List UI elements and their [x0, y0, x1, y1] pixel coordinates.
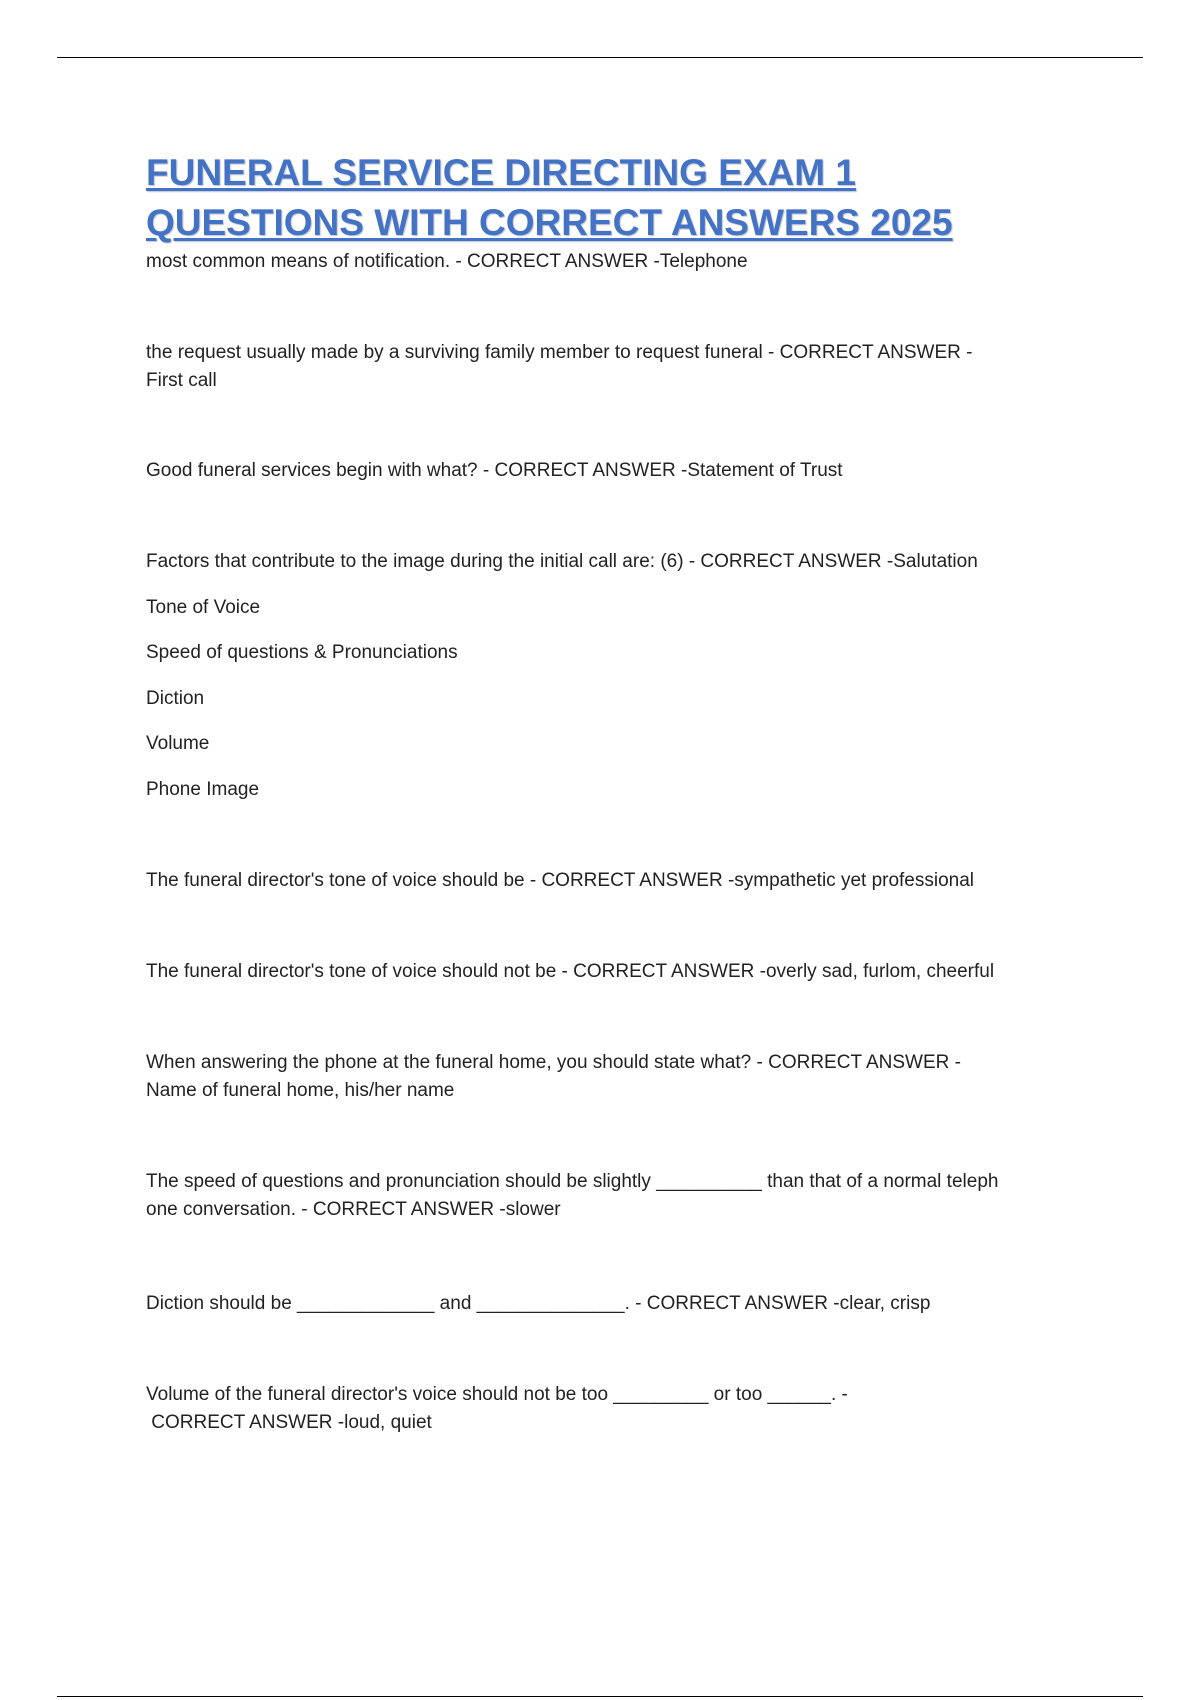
factor-item-tone: Tone of Voice: [146, 597, 261, 618]
qa-text: The funeral director's tone of voice should be - CORRECT ANSWER -sympathetic yet professional: [146, 870, 975, 891]
title-line-1: FUNERAL SERVICE DIRECTING EXAM 1: [146, 152, 856, 193]
qa-text: Factors that contribute to the image during the initial call are: (6) - CORRECT ANSWER -Salutation: [146, 551, 978, 572]
qa-text: When answering the phone at the funeral home, you should state what? - CORRECT ANSWER - Name of funeral home, his/her name: [146, 1052, 961, 1101]
factor-item-diction: Diction: [146, 688, 205, 709]
qa-entry-4: [146, 548, 1106, 576]
document-header: [146, 148, 1106, 248]
qa-entry-3: [146, 457, 1106, 485]
qa-entry-5: [146, 867, 1106, 895]
qa-text: The speed of questions and pronunciation should be slightly __________ than that of a normal teleph one conversation. - CORRECT ANSWER -slower: [146, 1171, 999, 1220]
factor-item-speed: Speed of questions & Pronunciations: [146, 642, 458, 663]
title-line-2: QUESTIONS WITH CORRECT ANSWERS 2025: [146, 202, 953, 243]
qa-text: Diction should be _____________ and ______________. - CORRECT ANSWER -clear, crisp: [146, 1293, 931, 1314]
document-title: [146, 148, 1106, 248]
qa-entry-7: [146, 1049, 1106, 1105]
qa-entry-2: [146, 339, 1106, 395]
bottom-rule: [57, 1696, 1143, 1697]
factor-item-phone-image: Phone Image: [146, 779, 260, 800]
qa-text: The funeral director's tone of voice should not be - CORRECT ANSWER -overly sad, furlom, cheerful: [146, 961, 995, 982]
qa-entry-1: [146, 248, 1106, 276]
qa-entry-8: [146, 1168, 1106, 1224]
qa-entry-9: [146, 1290, 1106, 1318]
top-rule: [57, 57, 1143, 58]
qa-text: the request usually made by a surviving family member to request funeral - CORRECT ANSWER - First call: [146, 342, 973, 391]
qa-entry-10: [146, 1381, 1106, 1437]
qa-text: Good funeral services begin with what? - CORRECT ANSWER -Statement of Trust: [146, 460, 843, 481]
qa-entry-6: [146, 958, 1106, 986]
qa-text: most common means of notification. - CORRECT ANSWER -Telephone: [146, 251, 748, 272]
qa-text: Volume of the funeral director's voice should not be too _________ or too ______. - CORRECT ANSWER -loud, quiet: [146, 1384, 848, 1433]
factor-item-volume: Volume: [146, 733, 210, 754]
